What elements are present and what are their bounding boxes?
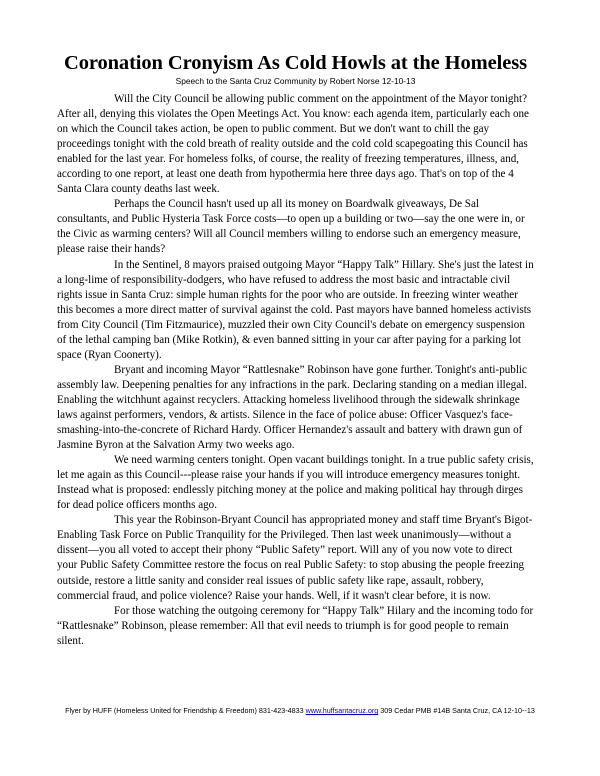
paragraph: Perhaps the Council hasn't used up all its money on Boardwalk giveaways, De Sal consultants, and Public Hysteria Task Force costs—to open up a building or two—say the one were in, or the Civic as warming centers? Will all Council members willing to endorse such an emergency measure, please raise their hands? bbox=[57, 198, 525, 256]
paragraph: This year the Robinson-Bryant Council has appropriated money and staff time Bryant's Bigot-Enabling Task Force on Public Tranquility for the Privileged. Then last week unanimously—without a dissent—you all voted to accept their phony “Public Safety” report. Will any of you now vote to direct your Public Safety Committee restore the focus on real Public Safety: to stop abusing the people freezing outside, restore a little sanity and consider real issues of public safety like rape, assault, robbery, commercial fraud, and police violence? Raise your hands. Well, if it wasn't clear before, it is now. bbox=[57, 514, 533, 602]
page-title: Coronation Cronyism As Cold Howls at the Homeless bbox=[63, 52, 528, 74]
page-subtitle: Speech to the Santa Cruz Community by Robert Norse 12-10-13 bbox=[175, 76, 416, 86]
paragraph: We need warming centers tonight. Open vacant buildings tonight. In a true public safety crisis, let me again as this Council---please raise your hands if you will introduce emergency measures tonight. Instead what is proposed: endlessly pitching money at the police and making political hay through dirges for dead police officers months ago. bbox=[57, 454, 534, 512]
speech-body bbox=[57, 92, 534, 649]
footer-address: 309 Cedar PMB #14B Santa Cruz, CA 12-10--13 bbox=[378, 706, 535, 715]
paragraph: In the Sentinel, 8 mayors praised outgoing Mayor “Happy Talk” Hillary. She's just the latest in a long-lime of responsibility-dodgers, who have refused to address the most basic and intractable civil rights issue in Santa Cruz: simple human rights for the poor who are outside. In freezing winter weather this becomes a more direct matter of survival against the cold. Past mayors have banned homeless activists from City Council (Tim Fitzmaurice), muzzled their own City Council's debate on emergency suspension of the lethal camping ban (Mike Rotkin), & even banned sitting in your car after paying for a parking lot space (Ryan Coonerty). bbox=[57, 258, 534, 361]
paragraph: For those watching the outgoing ceremony for “Happy Talk” Hilary and the incoming todo for “Rattlesnake” Robinson, please remember: All that evil needs to triumph is for good people to remain silent. bbox=[57, 604, 534, 647]
flyer-footer bbox=[0, 706, 600, 716]
paragraph: Will the City Council be allowing public comment on the appointment of the Mayor tonight? After all, denying this violates the Open Meetings Act. You know: each agenda item, particularly each one on which the Council takes action, be open to public comment. But we don't want to chill the gay proceedings tonight with the cold breath of reality outside and the cold cold scapegoating this Council has enabled for the last year. For homeless folks, of course, the reality of freezing temperatures, illness, and, according to one report, at least one death from hypothermia here three days ago. That's on top of the 4 Santa Clara county deaths last week. bbox=[57, 93, 529, 196]
paragraph: Bryant and incoming Mayor “Rattlesnake” Robinson have gone further. Tonight's anti-public assembly law. Deepening penalties for any infractions in the park. Declaring standing on a median illegal. Enabling the witchhunt against recyclers. Attacking homeless livelihood through the sidewalk shrinkage laws against performers, vendors, & artists. Silence in the face of police abuse: Officer Vasquez's face-smashing-into-the-concrete of Richard Hardy. Officer Hernandez's assault and battery with drawn gun of Jasmine Byron at the Salvation Army two weeks ago. bbox=[57, 363, 527, 452]
website-link[interactable]: www.huffsantacruz.org bbox=[305, 706, 379, 715]
footer-text: Flyer by HUFF (Homeless United for Friendship & Freedom) 831-423-4833 bbox=[65, 706, 306, 715]
